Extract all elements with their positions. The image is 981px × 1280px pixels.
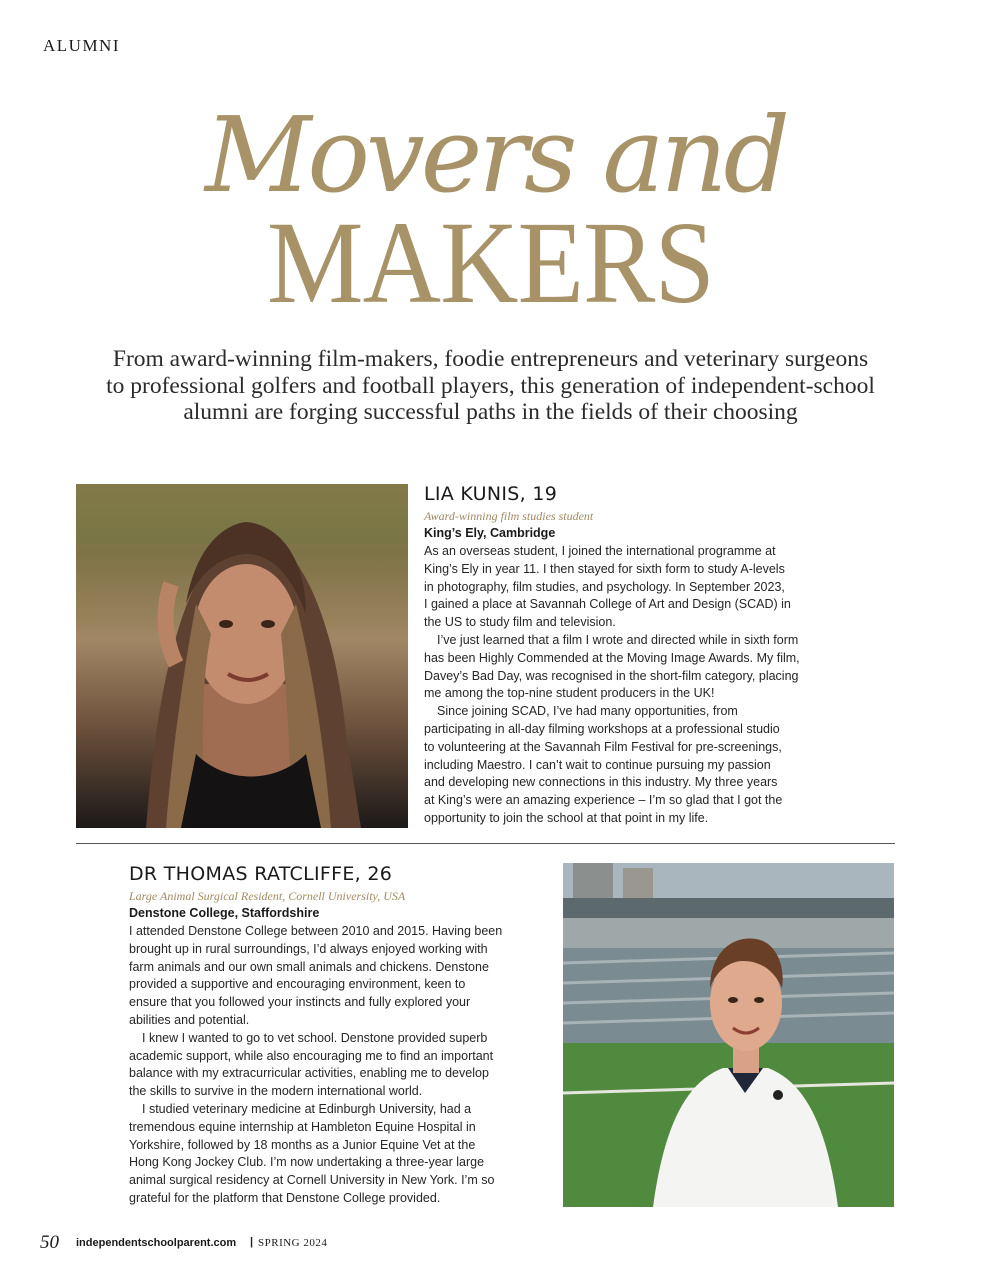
- body-line: Davey’s Bad Day, was recognised in the short-film category, placing: [424, 668, 799, 683]
- body-line: animal surgical residency at Cornell University in New York. I’m so: [129, 1173, 495, 1188]
- body-line: tremendous equine internship at Hambleton Equine Hospital in: [129, 1119, 476, 1134]
- profile-role: Large Animal Surgical Resident, Cornell University, USA: [129, 889, 406, 903]
- body-line: I’ve just learned that a film I wrote and directed while in sixth form: [437, 632, 799, 647]
- body-line: Since joining SCAD, I’ve had many opportunities, from: [437, 704, 738, 719]
- body-line: academic support, while also encouraging me to find an important: [129, 1048, 494, 1063]
- body-line: farm animals and our own small animals and chickens. Denstone: [129, 959, 489, 974]
- headline-script: Movers and: [204, 94, 787, 216]
- profile-role: Award-winning film studies student: [424, 509, 594, 523]
- body-paragraph: [424, 703, 884, 828]
- standfirst-line: From award-winning film-makers, foodie entrepreneurs and veterinary surgeons: [112, 346, 869, 372]
- portrait-photo-thomas: [563, 863, 894, 1207]
- standfirst: [60, 346, 921, 426]
- footer-website: independentschoolparent.com: [76, 1237, 237, 1249]
- portrait-illustration: [563, 863, 894, 1207]
- profile-name: LIA KUNIS, 19: [424, 483, 558, 505]
- body-line: I gained a place at Savannah College of Art and Design (SCAD) in: [424, 597, 791, 612]
- standfirst-line: alumni are forging successful paths in the fields of their choosing: [183, 399, 798, 425]
- body-paragraph: [129, 923, 554, 1030]
- body-line: in photography, film studies, and psychology. In September 2023,: [424, 579, 785, 594]
- body-line: Hong Kong Jockey Club. I’m now undertaking a three-year large: [129, 1155, 485, 1170]
- body-line: to volunteering at the Savannah Film Festival for pre-screenings,: [424, 739, 782, 754]
- body-paragraph: [424, 632, 884, 703]
- body-line: including Maestro. I can’t wait to continue pursuing my passion: [424, 757, 771, 772]
- page-number: 50: [40, 1232, 59, 1253]
- body-paragraph: [129, 1030, 554, 1101]
- body-line: ensure that you followed your instincts and fully explored your: [129, 995, 471, 1010]
- profile-name: DR THOMAS RATCLIFFE, 26: [129, 863, 393, 885]
- body-line: King’s Ely in year 11. I then stayed for sixth form to study A-levels: [424, 561, 785, 576]
- body-paragraph: [129, 1101, 554, 1208]
- portrait-photo-lia: [76, 484, 408, 828]
- portrait-illustration: [76, 484, 408, 828]
- headline-caps: MAKERS: [267, 197, 714, 328]
- body-line: provided a supportive and encouraging environment, keen to: [129, 977, 466, 992]
- profile-school: King’s Ely, Cambridge: [424, 526, 556, 540]
- profile-school: Denstone College, Staffordshire: [129, 906, 320, 920]
- body-line: balance with my extracurricular activities, enabling me to develop: [129, 1066, 489, 1081]
- body-line: grateful for the platform that Denstone College provided.: [129, 1190, 441, 1205]
- footer-issue: SPRING 2024: [258, 1237, 328, 1249]
- profile-body: [129, 923, 554, 1208]
- profile-body: [424, 543, 884, 828]
- body-line: at King’s were an amazing experience – I’m so glad that I got the: [424, 793, 783, 808]
- body-line: the skills to survive in the modern international world.: [129, 1084, 423, 1099]
- body-line: abilities and potential.: [129, 1012, 250, 1027]
- body-line: and developing new connections in this industry. My three years: [424, 775, 778, 790]
- body-line: has been Highly Commended at the Moving Image Awards. My film,: [424, 650, 800, 665]
- body-line: I knew I wanted to go to vet school. Denstone provided superb: [142, 1030, 488, 1045]
- body-line: I studied veterinary medicine at Edinburgh University, had a: [142, 1101, 472, 1116]
- body-line: Yorkshire, followed by 18 months as a Junior Equine Vet at the: [129, 1137, 476, 1152]
- body-line: participating in all-day filming workshops at a professional studio: [424, 721, 780, 736]
- body-line: the US to study film and television.: [424, 615, 616, 630]
- footer-separator: |: [250, 1236, 254, 1248]
- body-paragraph: [424, 543, 884, 632]
- body-line: As an overseas student, I joined the international programme at: [424, 544, 776, 558]
- body-line: opportunity to join the school at that point in my life.: [424, 810, 709, 825]
- body-line: brought up in rural surroundings, I’d always enjoyed working with: [129, 941, 488, 956]
- section-label: ALUMNI: [43, 36, 120, 55]
- section-divider: [76, 843, 895, 844]
- body-line: me among the top-nine student producers in the UK!: [424, 686, 715, 701]
- body-line: I attended Denstone College between 2010 and 2015. Having been: [129, 924, 503, 938]
- standfirst-line: to professional golfers and football players, this generation of independent-school: [106, 372, 875, 399]
